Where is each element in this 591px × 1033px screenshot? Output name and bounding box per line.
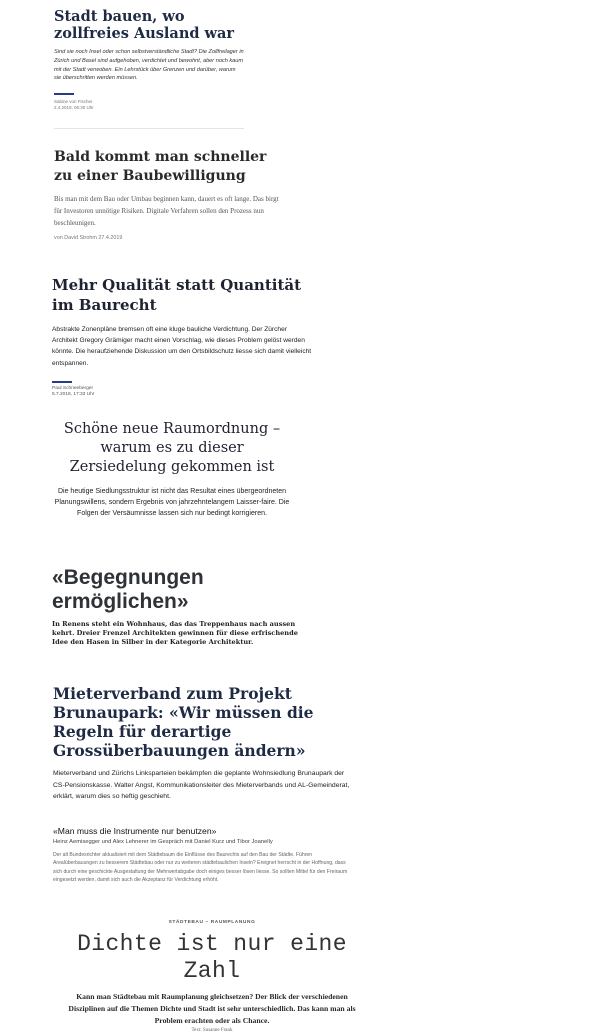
article-instrumente[interactable] [53, 826, 353, 885]
article-lead: Abstrakte Zonenpläne bremsen oft eine kluge bauliche Verdichtung. Der Zürcher Architekt Gregory Grämiger macht einen Vorschlag, wie dieses Problem gelöst werden könnte. Die heraufziehende Diskussion um den Ortsbildschutz liesse sich damit vielleicht entspannen. [52, 326, 312, 367]
article-title[interactable]: «Begegnungen ermöglichen» [52, 566, 204, 613]
article-lead: Kann man Städtebau mit Raumplanung gleichsetzen? Der Blick der verschiedenen Disziplinen auf die Themen Dichte und Stadt ist sehr unterschiedlich. Das kann man als Problem erachten oder als Chance. [68, 992, 356, 1025]
article-baurecht[interactable] [52, 275, 312, 398]
divider [54, 128, 244, 129]
article-title[interactable]: Mehr Qualität statt Quantität im Baurecht [52, 276, 302, 314]
article-meta: von David Strohm 27.4.2019 [54, 235, 123, 242]
article-lead: Die heutige Siedlungsstruktur ist nicht das Resultat eines übergeordneten Planungswillens, sondern Ergebnis von jahrzehntelangem Laisser-faire. Die Folgen der Versäumnisse lassen sich nur bedingt korrigieren. [54, 488, 290, 518]
article-date: 2.4.2019, 06:30 Uhr [54, 105, 94, 111]
article-lead: Sind sie noch Insel oder schon selbstverständliche Stadt? Die Zollfreilager in Zürich und Basel sind aufgehoben, verdichtet und bewohnt, aber noch kaum mit der Stadt verwoben. Ein Lehrstück über Grenzen und darüber, warum sie überschritten werden müssen. [54, 49, 244, 82]
article-title[interactable]: Dichte ist nur eine Zahl [77, 931, 347, 984]
article-title[interactable]: Mieterverband zum Projekt Brunaupark: «Wir müssen die Regeln für derartige Grossüberbauungen ändern» [53, 684, 314, 760]
article-date: 5.7.2018, 17:33 Uhr [52, 392, 95, 398]
article-dichte[interactable] [62, 920, 362, 1033]
article-lead: Der alt Bundesrichter aktualisiert mit dem Städtebaum die Einflüsse des Baurechts auf den Bau der Städte. Führen Arealüberbauungen zu besserem Städtebau oder nur zu weiteren städtebaulichen Inseln? Ereignet herrscht in der Hoffnung, dass sich durch eine geschickte Ausgestaltung der Mehrwertabgabe doch einiges besser lösen liesse. So sollten Mittel für den Freiraum eingesetzt werden, damit sich auch die Akzeptanz für Verdichtung erhöht. [53, 852, 348, 884]
author-accent-bar [52, 381, 72, 383]
article-title[interactable]: Schöne neue Raumordnung – warum es zu dieser Zersiedelung gekommen ist [63, 421, 281, 475]
author-accent-bar [54, 93, 74, 95]
article-author: Paul Schneeberger [52, 385, 94, 391]
article-baubewilligung[interactable] [54, 148, 284, 241]
article-author: Sabine von Fischer [54, 99, 93, 105]
article-lead: Mieterverband und Zürichs Linksparteien bekämpfen die geplante Wohnsiedlung Brunaupark der CS-Pensionskasse. Walter Angst, Kommunikationsleiter des Mieterverbands und AL-Gemeinderat, erklärt, warum dies so heftig geschieht. [53, 770, 350, 801]
article-title[interactable]: «Man muss die Instrumente nur benutzen» [53, 826, 217, 836]
article-zollfreilager[interactable] [54, 8, 244, 111]
article-lead: In Renens steht ein Wohnhaus, das das Treppenhaus nach aussen kehrt. Dreier Frenzel Architekten gewinnen für diese erfrischende Idee den Hasen in Silber in der Kategorie Architektur. [52, 620, 298, 647]
article-raumordnung[interactable] [52, 420, 292, 520]
article-title[interactable]: Stadt bauen, wo zollfreies Ausland war [54, 8, 235, 42]
article-byline: Text: Susanne Frank [191, 1028, 233, 1033]
article-subtitle: Heinz Aemisegger und Alex Lehnerer im Gespräch mit Daniel Kurz und Tibor Joanelly [53, 839, 273, 845]
article-begegnungen[interactable] [52, 566, 312, 648]
article-brunaupark[interactable] [53, 684, 353, 803]
article-title[interactable]: Bald kommt man schneller zu einer Baubewilligung [54, 149, 267, 184]
article-lead: Bis man mit dem Bau oder Umbau beginnen kann, dauert es oft lange. Das birgt für Investoren unnötige Risiken. Digitale Verfahren sollen den Prozess nun beschleunigen. [54, 195, 279, 227]
article-kicker: STÄDTEBAU – RAUMPLANUNG [168, 920, 256, 925]
